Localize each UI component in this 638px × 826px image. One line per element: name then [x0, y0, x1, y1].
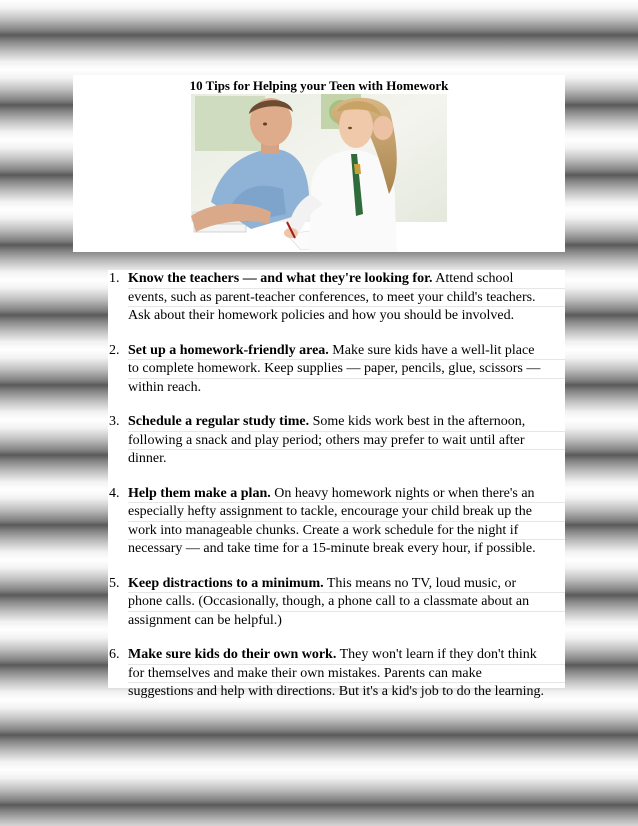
tip-line: for themselves and make their own mistakes. Parents can make	[128, 665, 565, 684]
tip-line: suggestions and help with directions. But it's a kid's job to do the learning.	[128, 684, 545, 699]
tip-number: 1.	[109, 271, 120, 286]
parent-teen-homework-photo	[191, 94, 447, 252]
tip-line: events, such as parent-teacher conferences, to meet your child's teachers.	[128, 289, 565, 308]
tip-heading: Make sure kids do their own work.	[128, 647, 337, 662]
tip-number: 6.	[109, 647, 120, 662]
tip-text: Make sure kids have a well-lit place	[328, 342, 535, 358]
list-item	[108, 575, 565, 630]
list-item	[108, 342, 565, 397]
list-item	[108, 270, 565, 325]
tip-heading: Keep distractions to a minimum.	[128, 575, 324, 591]
tip-line	[128, 485, 565, 504]
tip-line: especially hefty assignment to tackle, encourage your child break up the	[128, 503, 565, 522]
tip-line: within reach.	[128, 379, 202, 395]
tip-text: Some kids work best in the afternoon,	[309, 414, 526, 429]
tip-heading: Set up a homework-friendly area.	[128, 342, 329, 358]
tip-heading: Help them make a plan.	[128, 485, 271, 501]
document-title: 10 Tips for Helping your Teen with Homework	[189, 78, 449, 93]
tip-number: 5.	[109, 575, 120, 591]
tip-line	[128, 413, 565, 432]
tip-line	[128, 270, 565, 289]
tip-number: 4.	[109, 485, 120, 501]
tip-line: to complete homework. Keep supplies — paper, pencils, glue, scissors —	[128, 360, 565, 379]
tip-line	[128, 342, 565, 361]
tip-number: 2.	[109, 342, 120, 358]
tip-line: dinner.	[128, 451, 167, 466]
tips-list	[108, 270, 565, 701]
tip-line: Ask about their homework policies and how you should be involved.	[128, 308, 515, 323]
tip-text: On heavy homework nights or when there's an	[270, 485, 535, 501]
tip-heading: Schedule a regular study time.	[128, 414, 310, 429]
tip-line	[128, 646, 565, 665]
tip-number: 3.	[109, 414, 120, 429]
list-item	[108, 485, 565, 558]
tip-text: Attend school	[432, 271, 514, 286]
tip-line: phone calls. (Occasionally, though, a phone call to a classmate about an	[128, 593, 565, 612]
tips-panel	[108, 270, 565, 699]
tip-text: They won't learn if they don't think	[336, 647, 537, 662]
list-item	[108, 413, 565, 468]
tip-text: This means no TV, loud music, or	[323, 575, 517, 591]
tip-line	[128, 575, 565, 594]
list-item	[108, 646, 565, 701]
tip-heading: Know the teachers — and what they're looking for.	[128, 271, 433, 286]
tip-line: assignment can be helpful.)	[128, 612, 282, 628]
tip-line: following a snack and play period; others may prefer to wait until after	[128, 432, 565, 451]
tip-line: work into manageable chunks. Create a work schedule for the night if	[128, 522, 565, 541]
header-panel	[73, 75, 565, 252]
tip-line: necessary — and take time for a 15-minute break every hour, if possible.	[128, 541, 536, 556]
